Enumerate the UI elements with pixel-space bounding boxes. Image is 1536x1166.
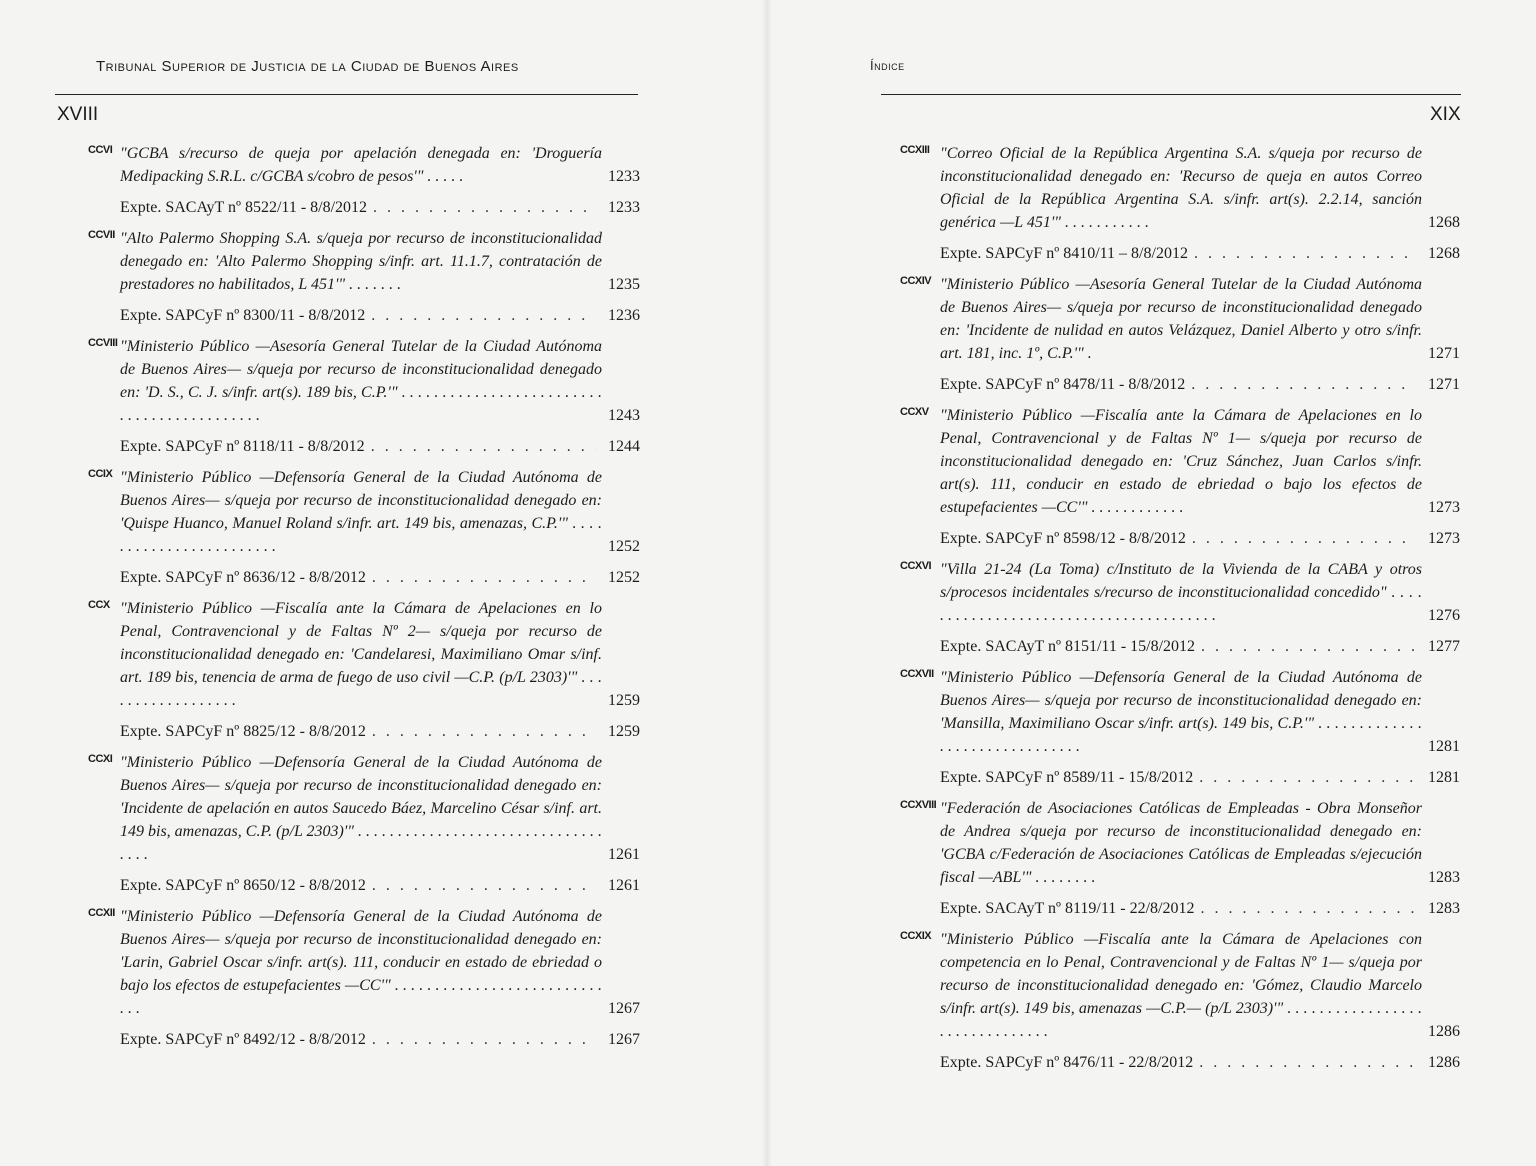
page-folio: XIX xyxy=(1430,104,1461,125)
expte-page: 1283 xyxy=(1428,900,1460,917)
expte-page: 1281 xyxy=(1428,769,1460,786)
entry-title: "Correo Oficial de la República Argentina S.A. s/queja por recurso de inconstitucionalidad denegado en: 'Recurso de queja en autos Correo Oficial de la República Argentina S.A. s/infr. art(s). 2.2.14, sanción genérica —L 451'" . . . . . . . . . . . xyxy=(940,145,1422,231)
dot-leader xyxy=(1194,242,1416,265)
expte-page: 1268 xyxy=(1428,245,1460,262)
entry-title: "Villa 21-24 (La Toma) c/Instituto de la Vivienda de la CABA y otros s/procesos incidentales s/recurso de inconstitucionalidad concedido" . . . . . . . . . . . . . . . . . . . . . . . . . . . . . . . . . . . . . . . xyxy=(940,561,1422,624)
entry-title: "Ministerio Público —Asesoría General Tutelar de la Ciudad Autónoma de Buenos Aires— s/queja por recurso de inconstitucionalidad denegado en: 'D. S., C. J. s/infr. art(s). 189 bis, C.P.'" . . . . . . . . . . . . . . . . . . . . . . . . . . . . . . . . . . . . . . . . . . . xyxy=(120,338,602,424)
expte-reference: Expte. SAPCyF nº 8589/11 - 15/8/2012 xyxy=(940,769,1194,786)
entry-number: CCXIV xyxy=(900,275,932,287)
dot-leader xyxy=(1200,897,1416,920)
entry-number: CCXIX xyxy=(900,930,932,942)
entry-title: "Ministerio Público —Defensoría General de la Ciudad Autónoma de Buenos Aires— s/queja por recurso de inconstitucionalidad denegado en: 'Larin, Gabriel Oscar s/infr. art(s). 111, conducir en estado de ebriedad o bajo los efectos de estupefacientes —CC'" . . . . . . . . . . . . . . . . . . . . . . . . . . . . . xyxy=(120,908,602,1017)
entry-number: CCX xyxy=(88,599,110,611)
expte-reference: Expte. SACAyT nº 8151/11 - 15/8/2012 xyxy=(940,638,1196,655)
entry-number: CCVI xyxy=(88,144,113,156)
entry-number: CCXIII xyxy=(900,144,930,156)
expte-reference: Expte. SACAyT nº 8119/11 - 22/8/2012 xyxy=(940,900,1195,917)
entry-number: CCIX xyxy=(88,468,113,480)
entry-page: 1281 xyxy=(1428,738,1460,755)
expte-page: 1252 xyxy=(608,569,640,586)
running-head: Tribunal Superior de Justicia de la Ciudad de Buenos Aires xyxy=(96,58,519,75)
index-entry xyxy=(900,666,1460,789)
entry-number: CCVII xyxy=(88,229,115,241)
entry-number: CCXI xyxy=(88,753,113,765)
index-entries xyxy=(900,142,1460,1082)
expte-reference: Expte. SAPCyF nº 8636/12 - 8/8/2012 xyxy=(120,569,366,586)
expte-reference: Expte. SAPCyF nº 8478/11 - 8/8/2012 xyxy=(940,376,1186,393)
entry-number: CCXVIII xyxy=(900,799,937,811)
index-entry xyxy=(900,797,1460,920)
dot-leader xyxy=(1199,766,1416,789)
index-entry xyxy=(900,928,1460,1074)
dot-leader xyxy=(1192,527,1416,550)
entry-number: CCXII xyxy=(88,907,115,919)
entry-title: "Ministerio Público —Defensoría General de la Ciudad Autónoma de Buenos Aires— s/queja por recurso de inconstitucionalidad denegado en: 'Quispe Huanco, Manuel Roland s/infr. art. 149 bis, amenazas, C.P.'" . . . . . . . . . . . . . . . . . . . . . . . . xyxy=(120,469,602,555)
entry-page: 1259 xyxy=(608,692,640,709)
index-entry xyxy=(900,273,1460,396)
entry-title: "Alto Palermo Shopping S.A. s/queja por recurso de inconstitucionalidad denegado en: 'Alto Palermo Shopping s/infr. art. 11.1.7, contratación de prestadores no habilitados, L 451'" . . . . . . . xyxy=(120,230,602,293)
entry-page: 1268 xyxy=(1428,214,1460,231)
expte-page: 1236 xyxy=(608,307,640,324)
entry-title: "Ministerio Público —Fiscalía ante la Cámara de Apelaciones con competencia en lo Penal, Contravencional y de Faltas Nº 1— s/queja por recurso de inconstitucionalidad denegado en: 'Gómez, Claudio Marcelo s/infr. art(s). 149 bis, amenazas —C.P.— (p/L 2303)'" . . . . . . . . . . . . . . . . . . . . . . . . . . . . . . . xyxy=(940,931,1422,1040)
entry-page: 1243 xyxy=(608,407,640,424)
entry-title: "Federación de Asociaciones Católicas de Empleadas - Obra Monseñor de Andrea s/queja por recurso de inconstitucionalidad denegado en: 'GCBA c/Federación de Asociaciones Católicas de Empleadas s/ejecución fiscal —ABL'" . . . . . . . . xyxy=(940,800,1422,886)
page-folio: XVIII xyxy=(57,104,99,125)
entry-title: "Ministerio Público —Fiscalía ante la Cámara de Apelaciones en lo Penal, Contravencional y de Faltas Nº 1— s/queja por recurso de inconstitucionalidad denegado en: 'Cruz Sánchez, Juan Carlos s/infr. art(s). 111, conducir en estado de ebriedad o bajo los efectos de estupefacientes —CC'" . . . . . . . . . . . . xyxy=(940,407,1422,516)
entry-number: CCXV xyxy=(900,406,929,418)
expte-page: 1244 xyxy=(608,438,640,455)
expte-reference: Expte. SAPCyF nº 8492/12 - 8/8/2012 xyxy=(120,1031,366,1048)
entry-page: 1286 xyxy=(1428,1023,1460,1040)
expte-page: 1267 xyxy=(608,1031,640,1048)
expte-reference: Expte. SAPCyF nº 8300/11 - 8/8/2012 xyxy=(120,307,366,324)
expte-reference: Expte. SAPCyF nº 8650/12 - 8/8/2012 xyxy=(120,877,366,894)
entry-page: 1233 xyxy=(608,168,640,185)
entry-number: CCXVI xyxy=(900,560,932,572)
entry-page: 1276 xyxy=(1428,607,1460,624)
entry-title: "Ministerio Público —Fiscalía ante la Cámara de Apelaciones en lo Penal, Contravencional y de Faltas Nº 2— s/queja por recurso de inconstitucionalidad denegado en: 'Candelaresi, Maximiliano Omar s/inf. art. 189 bis, tenencia de arma de fuego de uso civil —C.P. (p/L 2303)'" . . . . . . . . . . . . . . . . . . xyxy=(120,600,602,709)
entry-number: CCXVII xyxy=(900,668,934,680)
entry-title: "Ministerio Público —Asesoría General Tutelar de la Ciudad Autónoma de Buenos Aires— s/queja por recurso de inconstitucionalidad denegado en: 'Incidente de nulidad en autos Velázquez, Daniel Alberto y otro s/infr. art. 181, inc. 1º, C.P.'" . xyxy=(940,276,1422,362)
expte-reference: Expte. SAPCyF nº 8118/11 - 8/8/2012 xyxy=(120,438,365,455)
expte-reference: Expte. SAPCyF nº 8410/11 – 8/8/2012 xyxy=(940,245,1188,262)
expte-reference: Expte. SAPCyF nº 8598/12 - 8/8/2012 xyxy=(940,530,1186,547)
expte-page: 1277 xyxy=(1428,638,1460,655)
expte-page: 1261 xyxy=(608,877,640,894)
entry-page: 1252 xyxy=(608,538,640,555)
expte-page: 1259 xyxy=(608,723,640,740)
dot-leader xyxy=(1199,1051,1416,1074)
entry-title: "Ministerio Público —Defensoría General de la Ciudad Autónoma de Buenos Aires— s/queja por recurso de inconstitucionalidad denegado en: 'Mansilla, Maximiliano Oscar s/infr. art(s). 149 bis, C.P.'" . . . . . . . . . . . . . . . . . . . . . . . . . . . . . . . xyxy=(940,669,1422,755)
expte-page: 1271 xyxy=(1428,376,1460,393)
entry-page: 1283 xyxy=(1428,869,1460,886)
entry-page: 1267 xyxy=(608,1000,640,1017)
running-head: Índice xyxy=(870,58,905,73)
expte-reference: Expte. SAPCyF nº 8476/11 - 22/8/2012 xyxy=(940,1054,1194,1071)
entry-page: 1273 xyxy=(1428,499,1460,516)
index-entry xyxy=(900,558,1460,658)
entry-title: "GCBA s/recurso de queja por apelación denegada en: 'Droguería Medipacking S.R.L. c/GCBA s/cobro de pesos'" . . . . . xyxy=(120,145,602,185)
entry-page: 1261 xyxy=(608,846,640,863)
entry-page: 1271 xyxy=(1428,345,1460,362)
expte-reference: Expte. SACAyT nº 8522/11 - 8/8/2012 xyxy=(120,199,368,216)
expte-page: 1273 xyxy=(1428,530,1460,547)
expte-reference: Expte. SAPCyF nº 8825/12 - 8/8/2012 xyxy=(120,723,366,740)
entry-number: CCVIII xyxy=(88,337,118,349)
expte-page: 1233 xyxy=(608,199,640,216)
dot-leader xyxy=(1201,635,1416,658)
dot-leader xyxy=(1191,373,1416,396)
index-entry xyxy=(900,142,1460,265)
entry-title: "Ministerio Público —Defensoría General de la Ciudad Autónoma de Buenos Aires— s/queja por recurso de inconstitucionalidad denegado en: 'Incidente de apelación en autos Saucedo Báez, Marcelino César s/inf. art. 149 bis, amenazas, C.P. (p/L 2303)'" . . . . . . . . . . . . . . . . . . . . . . . . . . . . . . . . . . . xyxy=(120,754,603,863)
expte-page: 1286 xyxy=(1428,1054,1460,1071)
index-entry xyxy=(900,404,1460,550)
entry-page: 1235 xyxy=(608,276,640,293)
